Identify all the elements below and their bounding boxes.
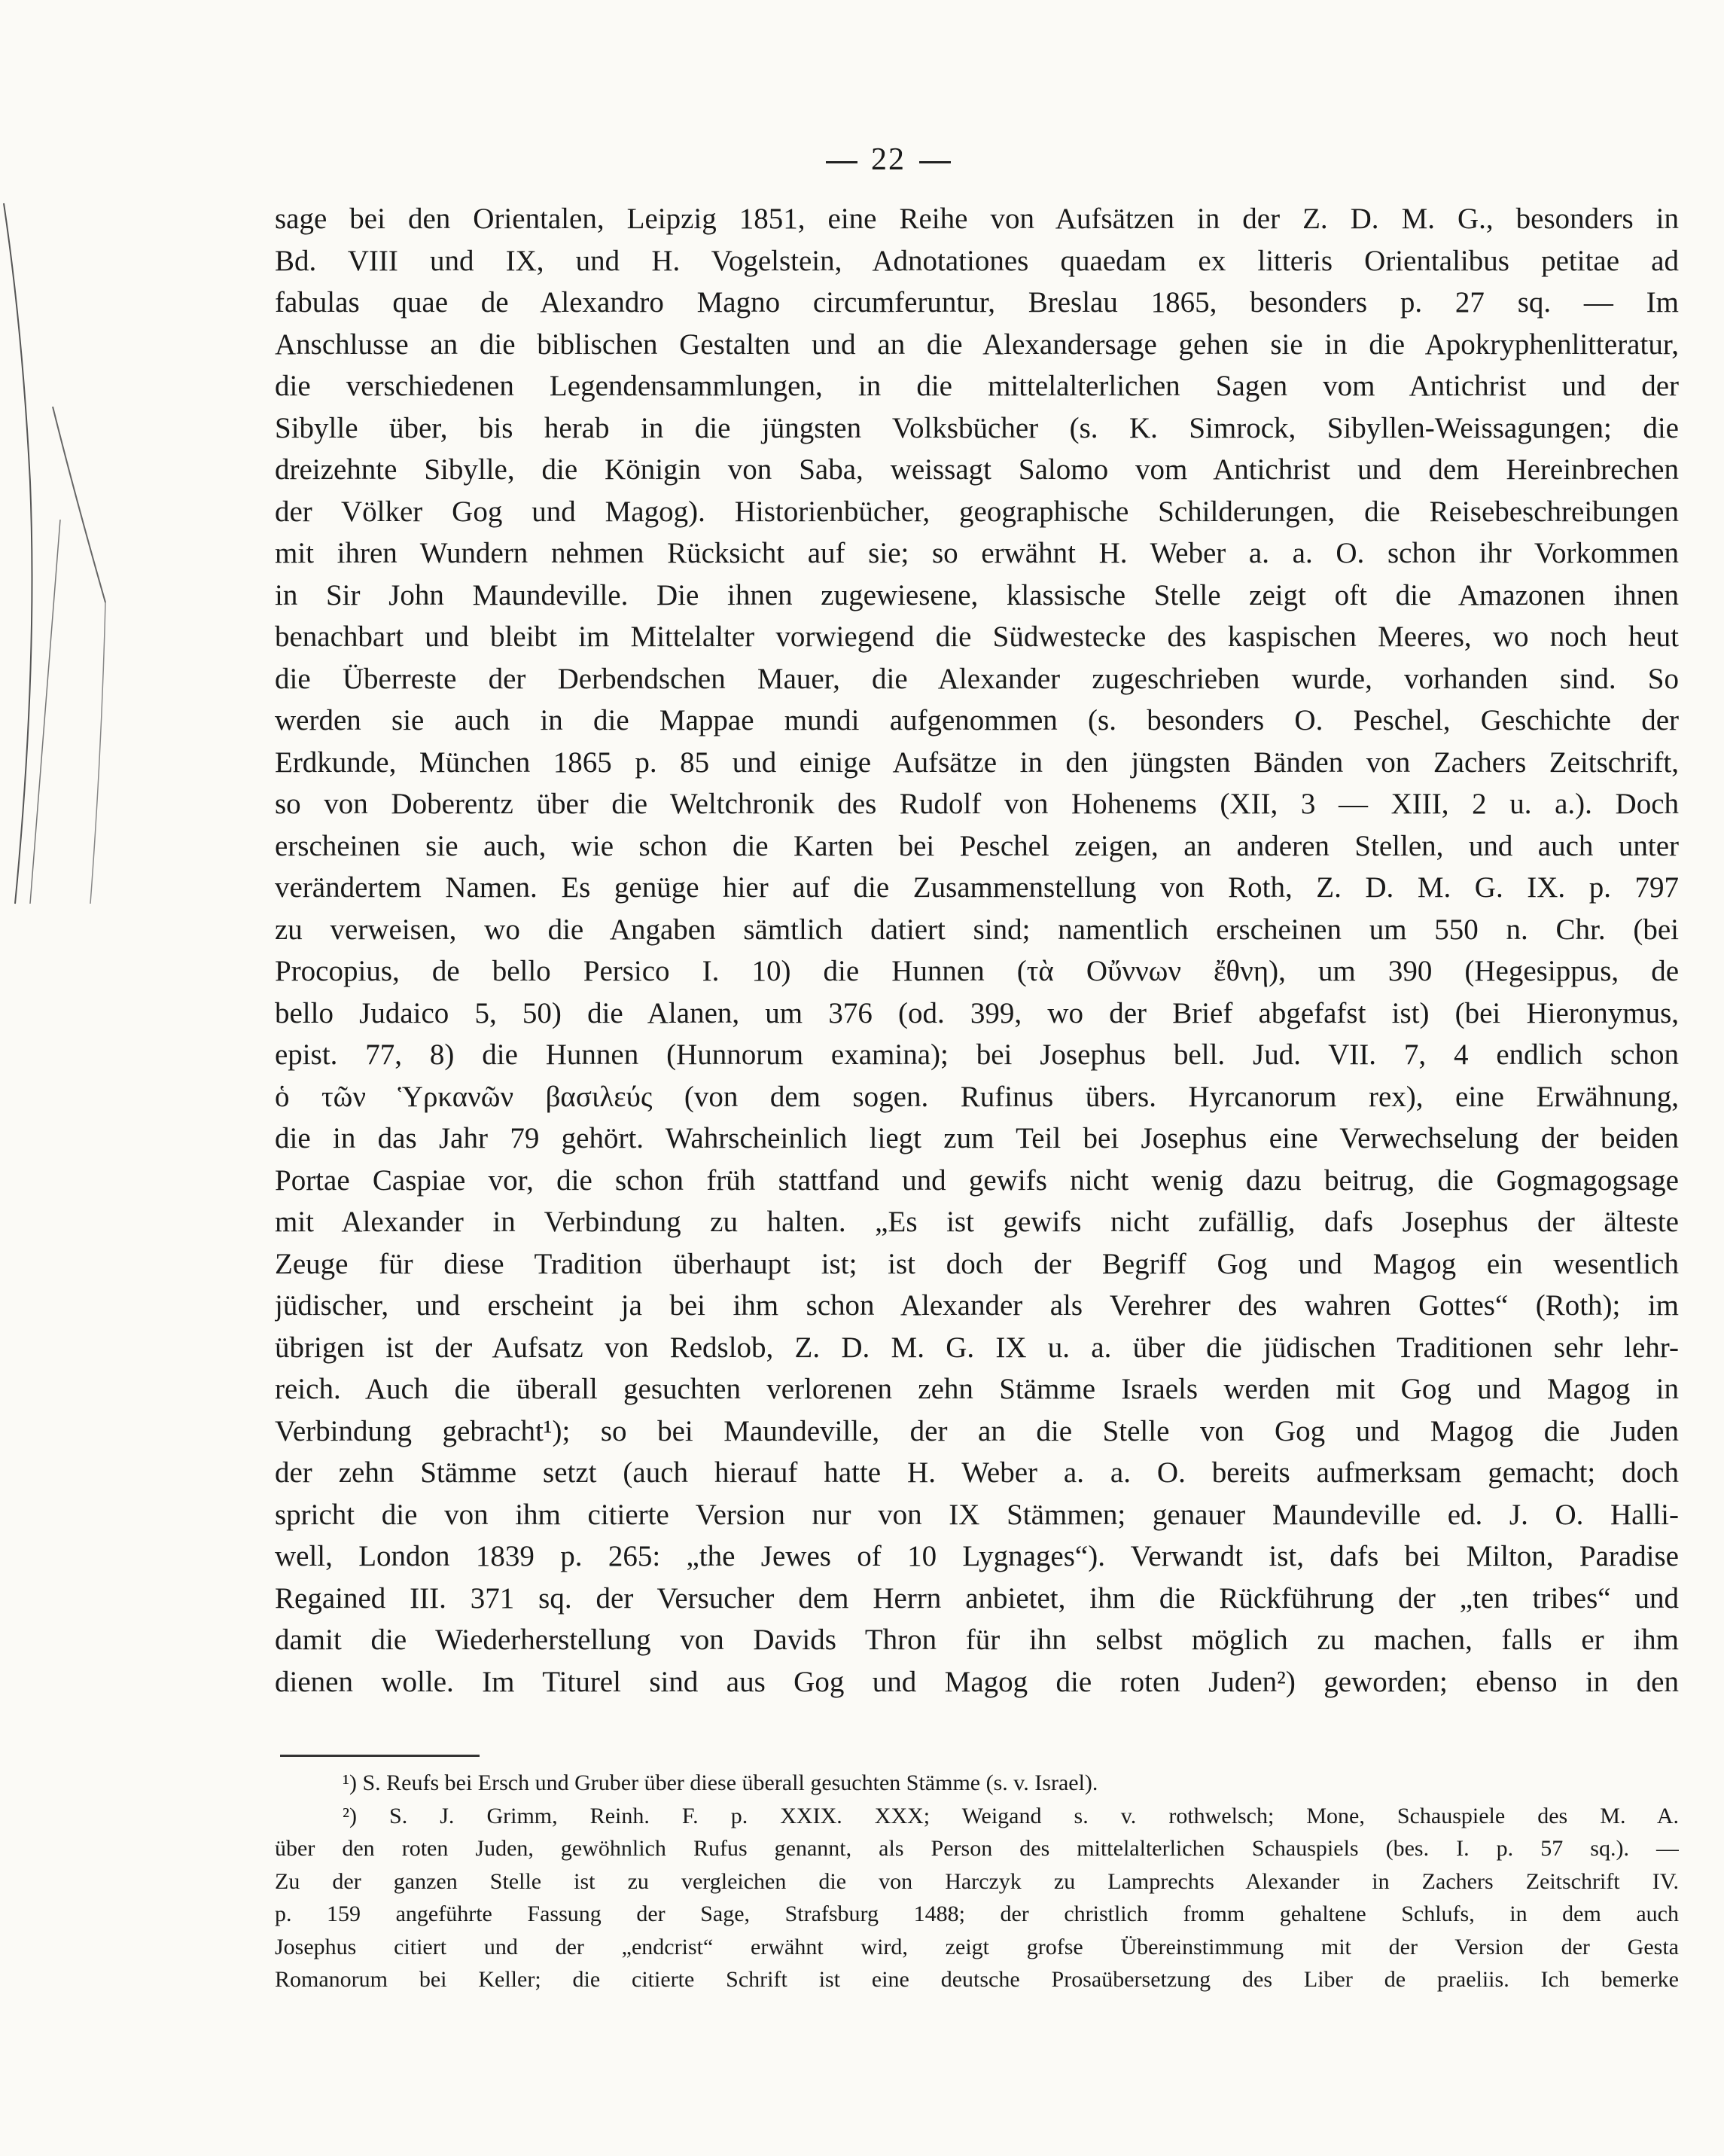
text-line: werden sie auch in die Mappae mundi aufgenommen (s. besonders O. Peschel, Geschichte der [275,704,1679,736]
text-line: die Überreste der Derbendschen Mauer, die Alexander zugeschrieben wurde, vorhanden sind. So [275,662,1679,695]
text-line: Bd. VIII und IX, und H. Vogelstein, Adnotationes quaedam ex litteris Orientalibus petitae ad [275,244,1679,277]
text-line: dreizehnte Sibylle, die Königin von Saba, weissagt Salomo vom Antichrist und dem Hereinbrechen [275,453,1679,486]
text-line: well, London 1839 p. 265: „the Jewes of 10 Lygnages“). Verwandt ist, dafs bei Milton, Paradise [275,1540,1679,1572]
text-line: bello Judaico 5, 50) die Alanen, um 376 (od. 399, wo der Brief abgefafst ist) (bei Hieronymus, [275,996,1679,1029]
text-line: dienen wolle. Im Titurel sind aus Gog und Magog die roten Juden²) geworden; ebenso in den [275,1665,1679,1698]
page-number-value: 22 [871,142,906,177]
text-line: Regained III. 371 sq. der Versucher dem Herrn anbietet, ihm die Rückführung der „ten tribes“ und [275,1581,1679,1615]
text-line: der zehn Stämme setzt (auch hierauf hatte H. Weber a. a. O. bereits aufmerksam gemacht; doch [275,1456,1679,1489]
text-line: übrigen ist der Aufsatz von Redslob, Z. D. M. G. IX u. a. über die jüdischen Traditionen sehr lehr- [275,1331,1679,1364]
text-line: reich. Auch die überall gesuchten verlorenen zehn Stämme Israels werden mit Gog und Magog in [275,1373,1679,1405]
text-line: mit ihren Wundern nehmen Rücksicht auf sie; so erwähnt H. Weber a. a. O. schon ihr Vorkommen [275,537,1679,569]
text-line: der Völker Gog und Magog). Historienbücher, geographische Schilderungen, die Reisebeschreibungen [275,495,1679,528]
text-line: zu verweisen, wo die Angaben sämtlich datiert sind; namentlich erscheinen um 550 n. Chr. (bei [275,913,1679,946]
text-line: damit die Wiederherstellung von Davids Thron für ihn selbst möglich zu machen, falls er ihm [275,1624,1679,1656]
text-line: Zeuge für diese Tradition überhaupt ist; ist doch der Begriff Gog und Magog ein wesentlich [275,1247,1679,1280]
page-number-dash-left [826,161,857,163]
text-line: in Sir John Maundeville. Die ihnen zugewiesene, klassische Stelle zeigt oft die Amazonen ihnen [275,578,1679,611]
footnote-line: über den roten Juden, gewöhnlich Rufus genannt, als Person des mittelalterlichen Schauspiels (bes. I. p. 57 sq.). — [275,1836,1679,1861]
main-text [275,198,1679,1703]
page-number [798,142,979,178]
text-line: erscheinen sie auch, wie schon die Karten bei Peschel zeigen, an anderen Stellen, und auch unter [275,829,1679,862]
text-line: spricht die von ihm citierte Version nur von IX Stämmen; genauer Maundeville ed. J. O. Halli- [275,1498,1679,1531]
text-line: Sibylle über, bis herab in die jüngsten Volksbücher (s. K. Simrock, Sibyllen-Weissagungen; die [275,411,1679,444]
text-line: Anschlusse an die biblischen Gestalten und an die Alexandersage gehen sie in die Apokryphenlitteratur, [275,328,1679,361]
gutter-binding-marks [0,181,113,919]
text-line: verändertem Namen. Es genüge hier auf die Zusammenstellung von Roth, Z. D. M. G. IX. p. 797 [275,871,1679,904]
text-line: mit Alexander in Verbindung zu halten. „Es ist gewifs nicht zufällig, dafs Josephus der älteste [275,1206,1679,1238]
text-line: ὁ τῶν Ὑρκανῶν βασιλεύς (von dem sogen. Rufinus übers. Hyrcanorum rex), eine Erwähnung, [275,1080,1679,1113]
footnote-line: p. 159 angeführte Fassung der Sage, Strafsburg 1488; der christlich fromm gehaltene Schlufs, in dem auch [275,1901,1679,1926]
text-line: Procopius, de bello Persico I. 10) die Hunnen (τὰ Οὔννων ἔθνη), um 390 (Hegesippus, de [275,955,1679,987]
footnote-separator [280,1755,480,1757]
page-number-dash-right [919,161,951,163]
text-line: sage bei den Orientalen, Leipzig 1851, eine Reihe von Aufsätzen in der Z. D. M. G., besonders in [275,203,1679,235]
text-line: epist. 77, 8) die Hunnen (Hunnorum examina); bei Josephus bell. Jud. VII. 7, 4 endlich schon [275,1038,1679,1071]
text-line: benachbart und bleibt im Mittelalter vorwiegend die Südwestecke des kaspischen Meeres, wo noch heut [275,621,1679,653]
text-line: jüdischer, und erscheint ja bei ihm schon Alexander als Verehrer des wahren Gottes“ (Roth); im [275,1289,1679,1322]
footnote-line: Romanorum bei Keller; die citierte Schrift ist eine deutsche Prosaübersetzung des Liber de praeliis. Ich bemerke [275,1967,1679,1992]
text-line: die in das Jahr 79 gehört. Wahrscheinlich liegt zum Teil bei Josephus eine Verwechselung der beiden [275,1122,1679,1154]
footnote-line: Zu der ganzen Stelle ist zu vergleichen die von Harczyk zu Lamprechts Alexander in Zachers Zeitschrift IV. [275,1868,1679,1894]
text-line: Verbindung gebracht¹); so bei Maundeville, der an die Stelle von Gog und Magog die Juden [275,1414,1679,1447]
text-line: Erdkunde, München 1865 p. 85 und einige Aufsätze in den jüngsten Bänden von Zachers Zeitschrift, [275,746,1679,779]
footnote-line: Josephus citiert und der „endcrist“ erwähnt wird, zeigt grofse Übereinstimmung mit der Version der Gesta [275,1934,1679,1959]
text-line: die verschiedenen Legendensammlungen, in die mittelalterlichen Sagen vom Antichrist und der [275,370,1679,402]
footnotes [275,1767,1679,1996]
text-line: so von Doberentz über die Weltchronik des Rudolf von Hohenems (XII, 3 — XIII, 2 u. a.). Doch [275,788,1679,820]
footnote-1: ¹) S. Reufs bei Ersch und Gruber über diese überall gesuchten Stämme (s. v. Israel). [343,1770,1098,1795]
text-line: fabulas quae de Alexandro Magno circumferuntur, Breslau 1865, besonders p. 27 sq. — Im [275,286,1679,319]
text-line: Portae Caspiae vor, die schon früh stattfand und gewifs nicht wenig dazu beitrug, die Gogmagogsage [275,1163,1679,1197]
footnote-2: ²) S. J. Grimm, Reinh. F. p. XXIX. XXX; Weigand s. v. rothwelsch; Mone, Schauspiele des M. A. [343,1803,1679,1828]
